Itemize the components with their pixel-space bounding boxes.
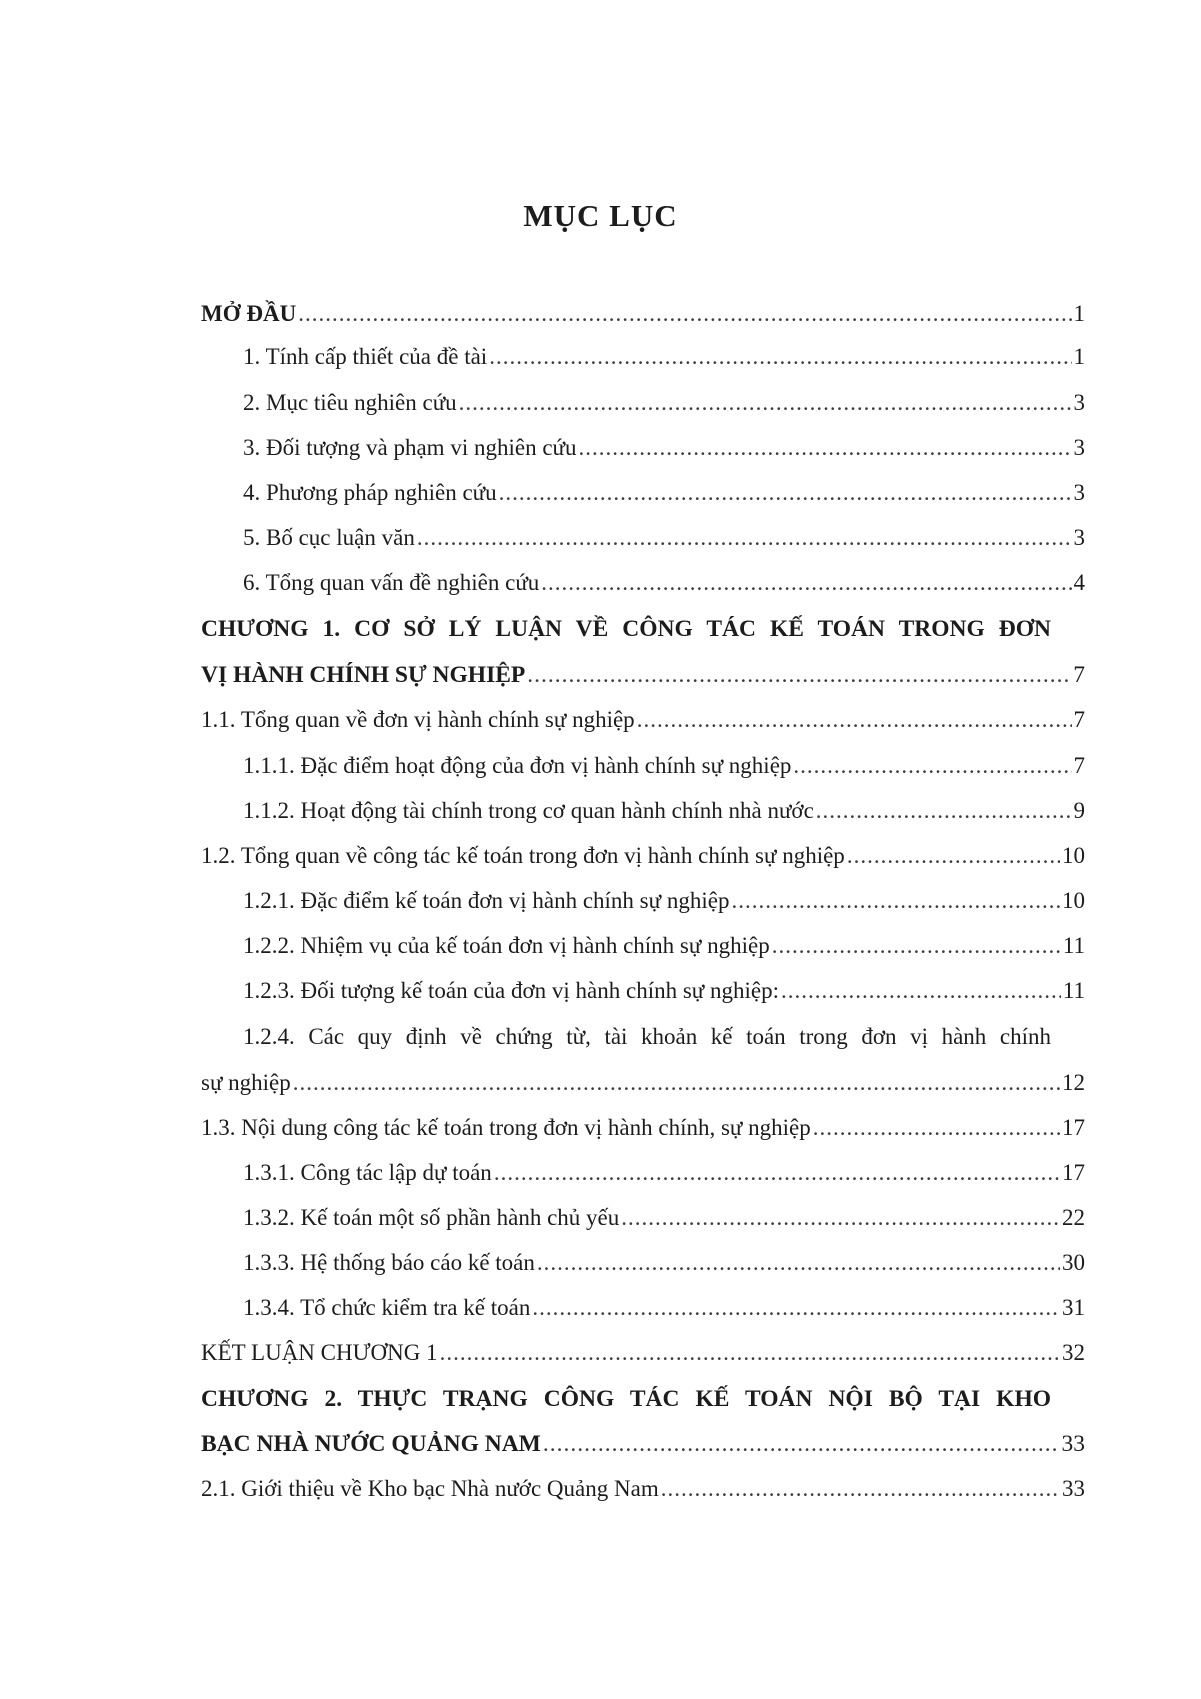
- page-title: MỤC LỤC: [523, 198, 678, 233]
- toc-entry-label: MỞ ĐẦU: [201, 301, 297, 326]
- toc-entry-1-2: [201, 841, 1085, 871]
- toc-entry-1-2-3: [243, 976, 1085, 1006]
- toc-leader-dots: [816, 796, 1072, 826]
- toc-entry-label: BẠC NHÀ NƯỚC QUẢNG NAM: [201, 1431, 541, 1457]
- toc-leader-dots: [637, 705, 1072, 735]
- toc-page-number: 7: [1073, 753, 1085, 778]
- toc-entry-1-1-2: [243, 796, 1085, 826]
- toc-page-number: 3: [1073, 435, 1085, 460]
- toc-leader-dots: [298, 299, 1071, 329]
- toc-entry-md5: [243, 523, 1085, 553]
- toc-page-number: 9: [1073, 798, 1085, 823]
- toc-entry-ket-luan-1: [201, 1338, 1085, 1368]
- toc-leader-dots: [499, 478, 1072, 508]
- toc-page-number: 3: [1073, 390, 1085, 415]
- toc-leader-dots: [731, 886, 1060, 916]
- toc-leader-dots: [494, 1158, 1060, 1188]
- toc-entry-1-2-1: [243, 886, 1085, 916]
- toc-entry-label: 1.1.1. Đặc điểm hoạt động của đơn vị hành chính sự nghiệp: [243, 753, 792, 778]
- toc-leader-dots: [541, 568, 1071, 598]
- toc-leader-dots: [781, 976, 1061, 1006]
- toc-entry-label: 1.3.3. Hệ thống báo cáo kế toán: [243, 1250, 535, 1275]
- toc-entry-label: 1.2.1. Đặc điểm kế toán đơn vị hành chính sự nghiệp: [243, 888, 730, 913]
- toc-page-number: 4: [1073, 570, 1085, 595]
- toc-entry-chapter-1: [201, 660, 1085, 690]
- toc-page-number: 10: [1062, 888, 1085, 913]
- toc-entry-1-1-1: [243, 751, 1085, 781]
- toc-chapter-1-line1: CHƯƠNG 1. CƠ SỞ LÝ LUẬN VỀ CÔNG TÁC KẾ TOÁN TRONG ĐƠN: [201, 616, 1051, 642]
- toc-leader-dots: [847, 841, 1060, 871]
- toc-leader-dots: [772, 931, 1061, 961]
- toc-leader-dots: [621, 1203, 1060, 1233]
- toc-entry-1-3-4: [243, 1293, 1085, 1323]
- toc-entry-label: 1.1.2. Hoạt động tài chính trong cơ quan hành chính nhà nước: [243, 798, 814, 823]
- toc-leader-dots: [459, 388, 1072, 418]
- toc-page-number: 10: [1062, 843, 1085, 868]
- toc-leader-dots: [527, 660, 1071, 690]
- toc-entry-label: 2.1. Giới thiệu về Kho bạc Nhà nước Quảng Nam: [201, 1476, 659, 1501]
- toc-page-number: 31: [1062, 1295, 1085, 1320]
- toc-entry-label: 1.3. Nội dung công tác kế toán trong đơn vị hành chính, sự nghiệp: [201, 1115, 811, 1140]
- toc-page-number: 30: [1062, 1250, 1085, 1275]
- toc-entry-2-1: [201, 1474, 1085, 1504]
- toc-entry-label: 6. Tổng quan vấn đề nghiên cứu: [243, 570, 540, 595]
- toc-chapter-2-line1: CHƯƠNG 2. THỰC TRẠNG CÔNG TÁC KẾ TOÁN NỘI BỘ TẠI KHO: [201, 1386, 1051, 1412]
- toc-entry-label: 5. Bố cục luận văn: [243, 525, 415, 550]
- toc-page-number: 33: [1062, 1476, 1085, 1501]
- toc-entry-md3: [243, 433, 1085, 463]
- toc-entry-label: 1.3.4. Tổ chức kiểm tra kế toán: [243, 1295, 531, 1320]
- toc-entry-label: 1.2. Tổng quan về công tác kế toán trong đơn vị hành chính sự nghiệp: [201, 843, 845, 868]
- toc-entry-label: 1.2.3. Đối tượng kế toán của đơn vị hành chính sự nghiệp:: [243, 978, 780, 1003]
- toc-entry-label: VỊ HÀNH CHÍNH SỰ NGHIỆP: [201, 662, 526, 688]
- toc-entry-1-3: [201, 1113, 1085, 1143]
- toc-entry-1-3-2: [243, 1203, 1085, 1233]
- toc-entry-md2: [243, 388, 1085, 418]
- toc-leader-dots: [532, 1293, 1060, 1323]
- toc-page-number: 1: [1073, 301, 1085, 326]
- toc-entry-label: 1.3.2. Kế toán một số phần hành chủ yếu: [243, 1205, 620, 1230]
- toc-leader-dots: [793, 751, 1071, 781]
- toc-entry-1-3-1: [243, 1158, 1085, 1188]
- toc-leader-dots: [813, 1113, 1060, 1143]
- toc-leader-dots: [440, 1338, 1060, 1368]
- toc-leader-dots: [543, 1429, 1060, 1459]
- toc-entry-mo-dau: [201, 299, 1085, 329]
- toc-leader-dots: [417, 523, 1072, 553]
- toc-page-number: 32: [1062, 1340, 1085, 1365]
- toc-entry-1-2-4-line1: 1.2.4. Các quy định về chứng từ, tài khoản kế toán trong đơn vị hành chính: [243, 1024, 1051, 1049]
- toc-page-number: 3: [1073, 525, 1085, 550]
- toc-entry-label: 1.1. Tổng quan về đơn vị hành chính sự nghiệp: [201, 707, 635, 732]
- toc-entry-md1: [243, 342, 1085, 372]
- toc-entry-label: 2. Mục tiêu nghiên cứu: [243, 390, 457, 415]
- toc-page-number: 1: [1073, 344, 1085, 369]
- toc-entry-1-2-2: [243, 931, 1085, 961]
- toc-entry-label: 1. Tính cấp thiết của đề tài: [243, 344, 488, 369]
- toc-page-number: 7: [1073, 662, 1085, 688]
- toc-page-number: 11: [1062, 933, 1085, 958]
- toc-entry-label: sự nghiệp: [201, 1070, 291, 1095]
- toc-entry-md6: [243, 568, 1085, 598]
- toc-entry-label: 3. Đối tượng và phạm vi nghiên cứu: [243, 435, 577, 460]
- toc-leader-dots: [293, 1068, 1060, 1098]
- toc-page-number: 7: [1073, 707, 1085, 732]
- toc-page-number: 17: [1062, 1160, 1085, 1185]
- toc-page-number: 33: [1061, 1431, 1085, 1457]
- toc-leader-dots: [579, 433, 1072, 463]
- toc-entry-1-1: [201, 705, 1085, 735]
- toc-page-number: 3: [1073, 480, 1085, 505]
- toc-page-number: 12: [1062, 1070, 1085, 1095]
- toc-entry-1-3-3: [243, 1248, 1085, 1278]
- toc-entry-label: 1.3.1. Công tác lập dự toán: [243, 1160, 492, 1185]
- toc-page-number: 17: [1062, 1115, 1085, 1140]
- toc-entry-chapter-2: [201, 1429, 1085, 1459]
- toc-entry-label: 4. Phương pháp nghiên cứu: [243, 480, 497, 505]
- toc-page-number: 22: [1062, 1205, 1085, 1230]
- toc-entry-label: KẾT LUẬN CHƯƠNG 1: [201, 1340, 438, 1365]
- toc-leader-dots: [537, 1248, 1060, 1278]
- toc-leader-dots: [489, 342, 1071, 372]
- toc-entry-label: 1.2.2. Nhiệm vụ của kế toán đơn vị hành chính sự nghiệp: [243, 933, 770, 958]
- toc-entry-1-2-4: [201, 1068, 1085, 1098]
- toc-entry-md4: [243, 478, 1085, 508]
- toc-page-number: 11: [1062, 978, 1085, 1003]
- toc-leader-dots: [661, 1474, 1060, 1504]
